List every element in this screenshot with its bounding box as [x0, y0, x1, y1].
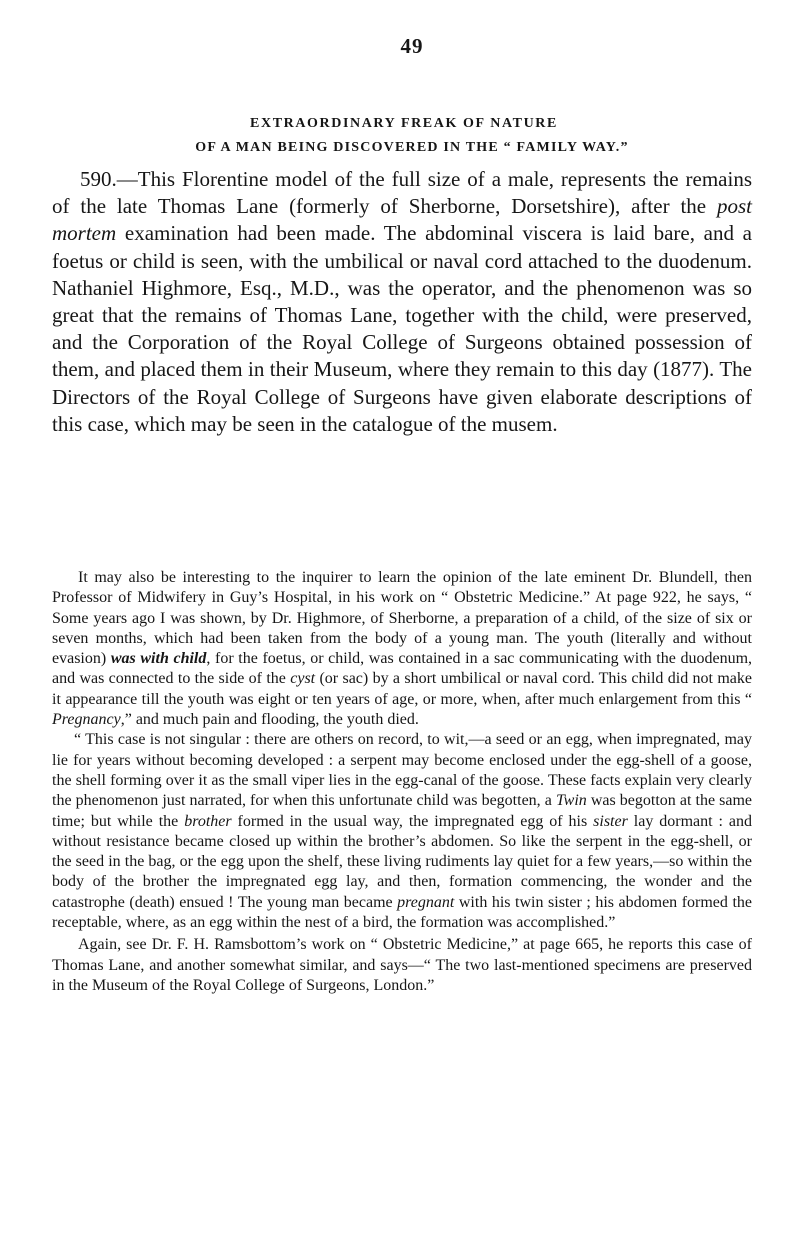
text-run: Again, see Dr. F. H. Ramsbottom’s work on “ Obstetric Medicine,” at page 665, he reports this case of Thomas Lane, and another somewhat similar, and says—“ The two last-mentioned specimens are preserved in the Museum of the Royal College of Surgeons, London.”	[52, 936, 752, 994]
italic-run: pregnant	[397, 893, 455, 911]
chapter-subheading: OF A MAN BEING DISCOVERED IN THE “ FAMILY WAY.”	[195, 140, 629, 155]
italic-run: cyst	[290, 670, 316, 688]
italic-run: brother	[184, 812, 232, 830]
text-run: (or sac) by a short umbilical or naval cord. This child did not make it appearance till the youth was eight or ten years of age, or more, when, after much enlargement from this “	[52, 670, 752, 708]
text-run: with his twin sister ; his abdomen formed the receptable, where, as an egg within the nest of a bird, the formation was accomplished.”	[52, 893, 752, 932]
italic-run: Pregnancy	[52, 711, 121, 729]
page-number: 49	[400, 34, 424, 58]
italic-run: sister	[593, 812, 628, 830]
italic-run: was with child	[110, 650, 207, 668]
main-paragraph	[52, 166, 752, 438]
text-run: lay dormant : and without resistance became closed up within the brother’s abdomen. So like the serpent in the egg-shell, or the seed in the bag, or the egg upon the shelf, these living rudiments lay quiet for a few years,—so within the body of the brother the impregnated egg lay, and then, formation commencing, the wonder and the catastrophe (death) ensued ! The young man became	[52, 812, 753, 911]
quotation-block	[52, 568, 752, 996]
text-run: It may also be interesting to the inquirer to learn the opinion of the late eminent Dr. Blundell, then Professor of Midwifery in Guy’s Hospital, in his work on “ Obstetric Medicine.” At page 922, he says, “ Some years ago I was shown, by Dr. Highmore, of Sherborne, a preparation of a child, of the size of six or seven months, which had been taken from the body of a young man. The youth (literally and without evasion)	[52, 569, 752, 668]
text-run: 590.—This Florentine model of the full size of a male, represents the remains of the late Thomas Lane (formerly of Sherborne, Dorsetshire), after the	[52, 167, 752, 219]
blundell-paragraph	[52, 568, 752, 730]
chapter-heading: EXTRAORDINARY FREAK OF NATURE	[250, 116, 558, 131]
text-run: examination had been made. The abdominal viscera is laid bare, and a foetus or child is seen, with the umbilical or naval cord attached to the duodenum. Nathaniel Highmore, Esq., M.D., was the operator, and the phenomenon was so great that the remains of Thomas Lane, together with the child, were preserved, and the Corporation of the Royal College of Surgeons obtained possession of them, and placed them in their Museum, where they remain to this day (1877). The Directors of the Royal College of Surgeons have given elaborate descriptions of this case, which may be seen in the catalogue of the musem.	[52, 221, 752, 436]
text-run: was begotton at the same time; but while the	[52, 792, 753, 830]
twin-explanation-paragraph	[52, 730, 752, 933]
text-run: “ This case is not singular : there are others on record, to wit,—a seed or an egg, when impregnated, may lie for years without becoming developed : a serpent may become enclosed under the egg-shell of a goose, the shell forming over it as the small viper lies in the egg-canal of the goose. These facts explain very clearly the phenomenon just narrated, for when this unfortunate child was begotten, a	[52, 731, 752, 810]
text-run: formed in the usual way, the impregnated egg of his	[231, 812, 594, 830]
ramsbottom-paragraph	[52, 935, 752, 996]
italic-run: Twin	[555, 792, 587, 810]
italic-run: post mortem	[52, 194, 752, 246]
text-run: ,” and much pain and flooding, the youth died.	[120, 711, 419, 729]
text-run: , for the foetus, or child, was contained in a sac communicating with the duodenum, and was connected to the side of the	[52, 650, 753, 688]
